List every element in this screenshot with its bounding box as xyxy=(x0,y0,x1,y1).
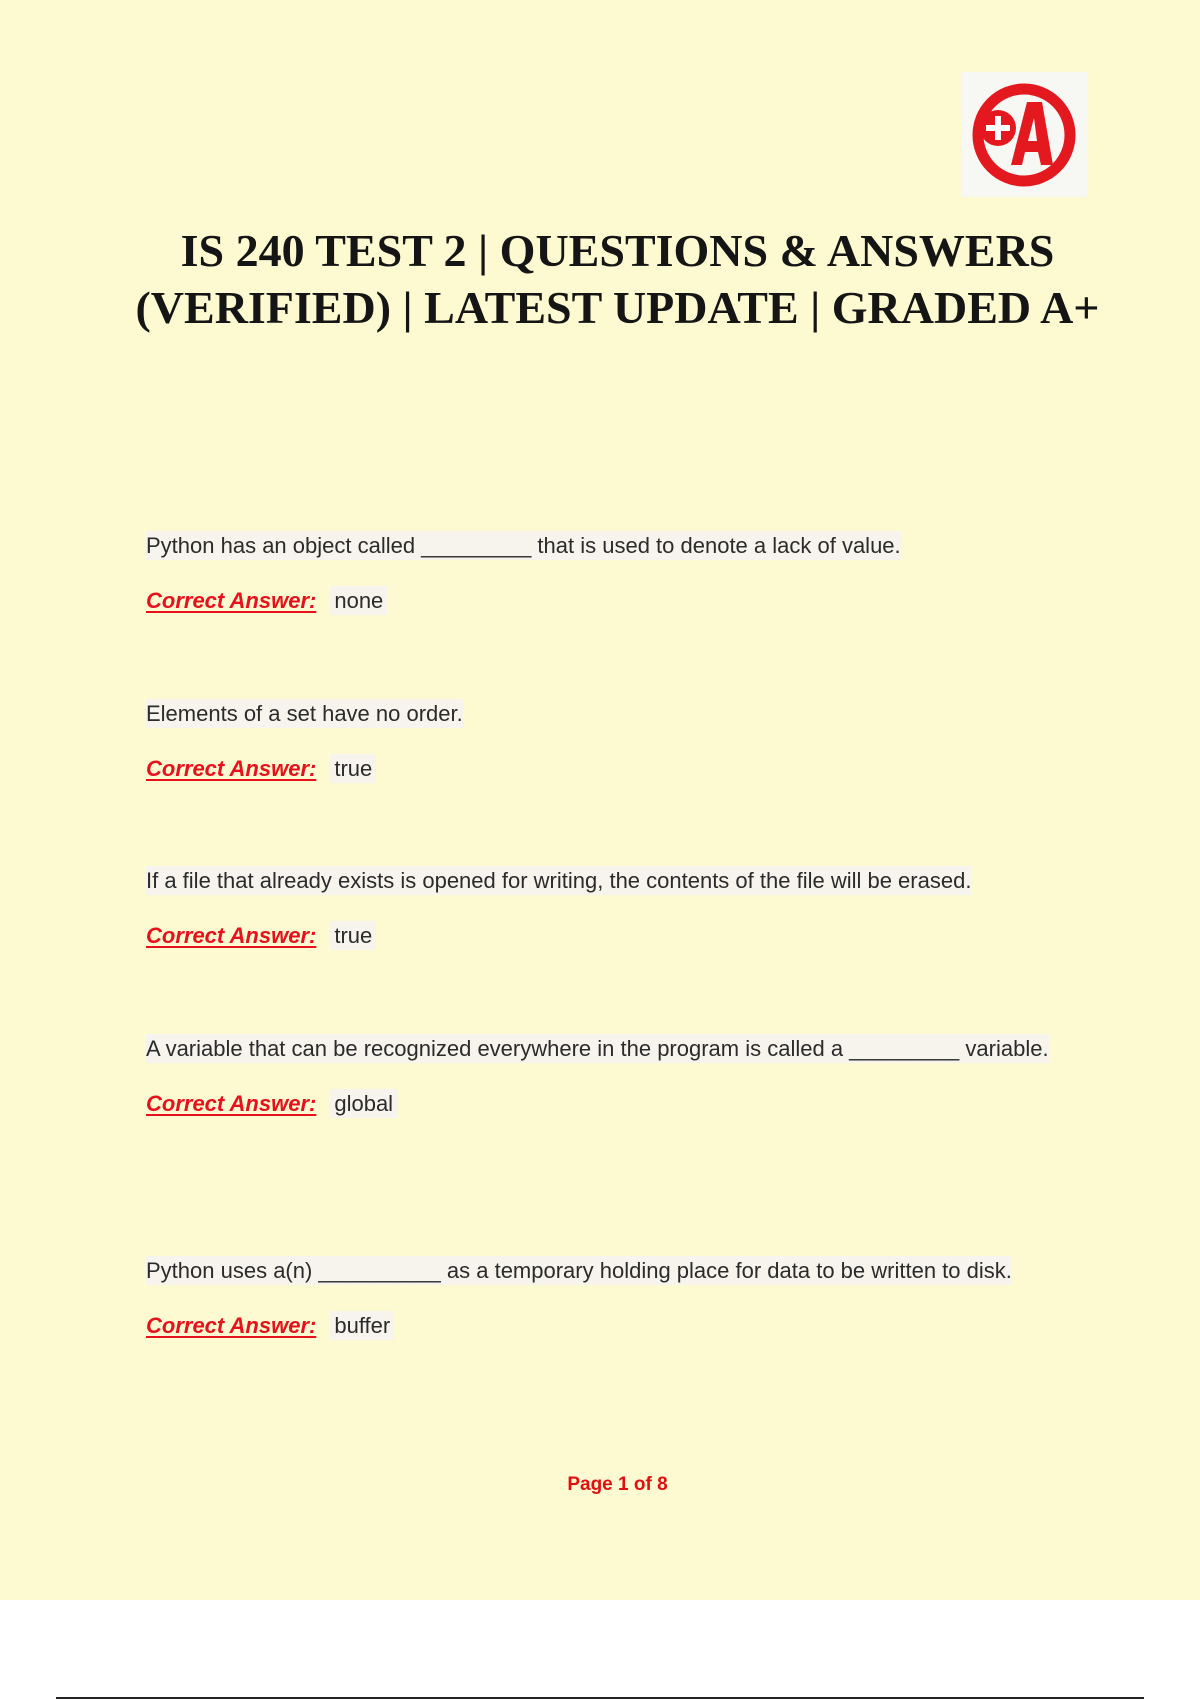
question-text: Elements of a set have no order. xyxy=(146,701,463,726)
correct-answer-label: Correct Answer: xyxy=(146,1313,317,1338)
correct-answer-label: Correct Answer: xyxy=(146,756,317,781)
correct-answer-label: Correct Answer: xyxy=(146,923,317,948)
answer-value: global xyxy=(330,1089,397,1118)
question-text: If a file that already exists is opened for writing, the contents of the file will be erased. xyxy=(146,868,972,893)
answer-value: buffer xyxy=(330,1311,394,1340)
plus-a-grade-logo-icon xyxy=(962,72,1087,197)
qa-item xyxy=(146,686,1076,797)
qa-item xyxy=(146,518,1076,629)
question-text: A variable that can be recognized everywhere in the program is called a _________ variable. xyxy=(146,1036,1049,1061)
question-text: Python uses a(n) __________ as a temporary holding place for data to be written to disk. xyxy=(146,1258,1012,1283)
page-divider xyxy=(56,1697,1144,1699)
page-number: Page 1 of 8 xyxy=(567,1474,668,1495)
answer-value: true xyxy=(330,921,376,950)
qa-item xyxy=(146,853,1076,964)
answer-line xyxy=(146,908,1076,964)
document-title: IS 240 TEST 2 | QUESTIONS & ANSWERS (VERIFIED) | LATEST UPDATE | GRADED A+ xyxy=(135,225,1100,333)
correct-answer-label: Correct Answer: xyxy=(146,1091,317,1116)
answer-line xyxy=(146,573,1076,629)
question-text: Python has an object called _________ that is used to denote a lack of value. xyxy=(146,533,901,558)
qa-item xyxy=(146,1243,1076,1354)
answer-value: none xyxy=(330,586,387,615)
answer-line xyxy=(146,1298,1076,1354)
answer-line xyxy=(146,1076,1076,1132)
answer-value: true xyxy=(330,754,376,783)
answer-line xyxy=(146,741,1076,797)
correct-answer-label: Correct Answer: xyxy=(146,588,317,613)
qa-item xyxy=(146,1021,1076,1132)
